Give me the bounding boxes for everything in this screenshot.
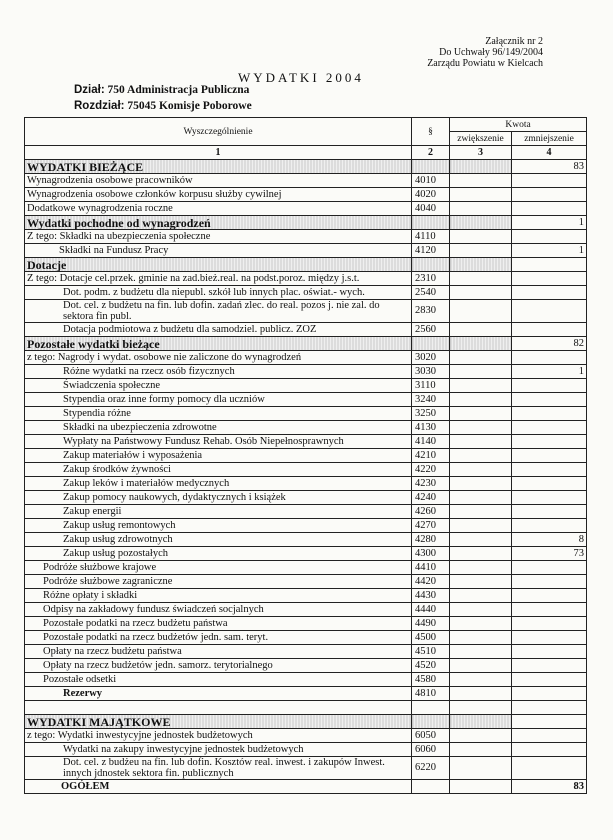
table-row: [25, 631, 587, 645]
row-description: Zakup materiałów i wyposażenia: [25, 449, 412, 463]
row-decrease: [512, 743, 587, 757]
row-decrease: [512, 659, 587, 673]
table-row: [25, 645, 587, 659]
header-row-numbers: [25, 146, 587, 160]
rozdzial-line: [74, 100, 252, 112]
row-description: Odpisy na zakładowy fundusz świadczeń socjalnych: [25, 603, 412, 617]
row-increase: [450, 519, 512, 533]
row-description: Różne opłaty i składki: [25, 589, 412, 603]
row-increase: [450, 687, 512, 701]
row-description: Podróże służbowe zagraniczne: [25, 575, 412, 589]
row-description: Wydatki na zakupy inwestycyjne jednostek budżetowych: [25, 743, 412, 757]
row-decrease: [512, 188, 587, 202]
row-decrease: 83: [512, 160, 587, 174]
table-row: [25, 519, 587, 533]
row-paragraph: 4300: [412, 547, 450, 561]
row-increase: [450, 379, 512, 393]
row-decrease: [512, 491, 587, 505]
row-increase: [450, 421, 512, 435]
row-decrease: [512, 435, 587, 449]
row-increase: [450, 645, 512, 659]
row-decrease: [512, 687, 587, 701]
row-description: Wynagrodzenia osobowe członków korpusu służby cywilnej: [25, 188, 412, 202]
row-increase: [450, 337, 512, 351]
row-increase: [450, 743, 512, 757]
row-description: Zakup środków żywności: [25, 463, 412, 477]
row-increase: [450, 300, 512, 323]
row-decrease: [512, 729, 587, 743]
annex-line-1: Załącznik nr 2: [485, 36, 543, 47]
row-paragraph: 6060: [412, 743, 450, 757]
row-decrease: [512, 715, 587, 729]
annex-line-2: Do Uchwały 96/149/2004: [439, 47, 543, 58]
row-paragraph: 4260: [412, 505, 450, 519]
row-paragraph: 4210: [412, 449, 450, 463]
row-paragraph: 4020: [412, 188, 450, 202]
row-decrease: [512, 505, 587, 519]
row-increase: [450, 216, 512, 230]
row-description: Rezerwy: [25, 687, 412, 701]
header-decrease: zmniejszenie: [512, 132, 587, 146]
row-description: WYDATKI MAJĄTKOWE: [25, 715, 412, 729]
row-description: Zakup usług remontowych: [25, 519, 412, 533]
row-decrease: [512, 421, 587, 435]
section-row: [25, 337, 587, 351]
row-description: z tego: Wydatki inwestycyjne jednostek budżetowych: [25, 729, 412, 743]
row-decrease: [512, 757, 587, 780]
row-decrease: [512, 645, 587, 659]
row-increase: [450, 393, 512, 407]
table-row: [25, 533, 587, 547]
header-number-4: 4: [512, 146, 587, 160]
row-decrease: 1: [512, 365, 587, 379]
row-paragraph: 4130: [412, 421, 450, 435]
table-row: [25, 561, 587, 575]
row-increase: [450, 575, 512, 589]
table-row: [25, 659, 587, 673]
row-paragraph: [412, 258, 450, 272]
table-row: [25, 463, 587, 477]
row-decrease: [512, 258, 587, 272]
row-paragraph: 4010: [412, 174, 450, 188]
row-increase: [450, 757, 512, 780]
row-paragraph: 4220: [412, 463, 450, 477]
row-description: Wypłaty na Państwowy Fundusz Rehab. Osób Niepełnosprawnych: [25, 435, 412, 449]
row-decrease: 83: [512, 780, 587, 794]
row-paragraph: 3250: [412, 407, 450, 421]
row-paragraph: 2830: [412, 300, 450, 323]
table-row: [25, 272, 587, 286]
row-paragraph: 4230: [412, 477, 450, 491]
table-row: [25, 575, 587, 589]
table-row: [25, 449, 587, 463]
table-row: [25, 393, 587, 407]
row-description: Dodatkowe wynagrodzenia roczne: [25, 202, 412, 216]
table-row: [25, 617, 587, 631]
table-row: [25, 673, 587, 687]
row-description: Zakup leków i materiałów medycznych: [25, 477, 412, 491]
row-increase: [450, 258, 512, 272]
row-description: Pozostałe wydatki bieżące: [25, 337, 412, 351]
row-increase: [450, 477, 512, 491]
row-decrease: [512, 272, 587, 286]
row-paragraph: 6220: [412, 757, 450, 780]
row-description: Podróże służbowe krajowe: [25, 561, 412, 575]
row-decrease: 82: [512, 337, 587, 351]
row-paragraph: [412, 160, 450, 174]
table-row: [25, 589, 587, 603]
row-paragraph: 3020: [412, 351, 450, 365]
row-increase: [450, 351, 512, 365]
row-decrease: [512, 519, 587, 533]
table-row: [25, 687, 587, 701]
row-paragraph: 3030: [412, 365, 450, 379]
row-paragraph: 3240: [412, 393, 450, 407]
dzial-line: [74, 84, 249, 96]
row-paragraph: [412, 216, 450, 230]
row-paragraph: 4110: [412, 230, 450, 244]
row-decrease: [512, 300, 587, 323]
row-decrease: [512, 463, 587, 477]
row-increase: [450, 589, 512, 603]
row-paragraph: 4440: [412, 603, 450, 617]
row-paragraph: 4040: [412, 202, 450, 216]
row-increase: [450, 617, 512, 631]
table-row: [25, 729, 587, 743]
row-increase: [450, 407, 512, 421]
table-row: [25, 505, 587, 519]
row-description: OGÓŁEM: [25, 780, 412, 794]
row-increase: [450, 230, 512, 244]
row-description: Pozostałe podatki na rzecz budżetu państwa: [25, 617, 412, 631]
row-increase: [450, 491, 512, 505]
table-row: [25, 286, 587, 300]
section-row: [25, 258, 587, 272]
row-description: [25, 701, 412, 715]
budget-table: [24, 117, 587, 794]
table-row: [25, 477, 587, 491]
row-paragraph: 4520: [412, 659, 450, 673]
row-paragraph: 2310: [412, 272, 450, 286]
header-paragraph: §: [412, 118, 450, 146]
row-description: Z tego: Składki na ubezpieczenia społeczne: [25, 230, 412, 244]
header-row-1: [25, 118, 587, 132]
table-row: [25, 202, 587, 216]
row-decrease: [512, 393, 587, 407]
header-number-2: 2: [412, 146, 450, 160]
spacer-row: [25, 701, 587, 715]
row-decrease: [512, 379, 587, 393]
row-decrease: [512, 202, 587, 216]
row-description: Dot. podm. z budżetu dla niepubl. szkół lub innych plac. oświat.- wych.: [25, 286, 412, 300]
row-paragraph: 2540: [412, 286, 450, 300]
row-paragraph: 4510: [412, 645, 450, 659]
budget-table-body: [25, 118, 587, 794]
row-increase: [450, 188, 512, 202]
row-increase: [450, 463, 512, 477]
row-description: Składki na Fundusz Pracy: [25, 244, 412, 258]
header-number-1: 1: [25, 146, 412, 160]
row-decrease: [512, 589, 587, 603]
table-row: [25, 365, 587, 379]
row-increase: [450, 533, 512, 547]
row-decrease: [512, 230, 587, 244]
row-decrease: [512, 701, 587, 715]
row-increase: [450, 286, 512, 300]
row-increase: [450, 715, 512, 729]
row-description: Dot. cel. z budżeu na fin. lub dofin. Kosztów real. inwest. i zakupów Inwest. innych jdnostek sektora fin. publicznych: [25, 757, 412, 780]
row-increase: [450, 603, 512, 617]
table-row: [25, 244, 587, 258]
header-amount: Kwota: [450, 118, 587, 132]
rozdzial-label: Rozdział:: [74, 100, 125, 112]
annex-line-3: Zarządu Powiatu w Kielcach: [427, 58, 543, 69]
row-decrease: [512, 603, 587, 617]
row-increase: [450, 780, 512, 794]
dzial-value: 750 Administracja Publiczna: [107, 84, 250, 96]
row-decrease: [512, 561, 587, 575]
table-row: [25, 351, 587, 365]
row-paragraph: 4580: [412, 673, 450, 687]
row-description: Opłaty na rzecz budżetów jedn. samorz. terytorialnego: [25, 659, 412, 673]
row-increase: [450, 160, 512, 174]
row-paragraph: [412, 337, 450, 351]
table-row: [25, 435, 587, 449]
rozdzial-value: 75045 Komisje Poborowe: [127, 100, 252, 112]
row-decrease: 1: [512, 244, 587, 258]
table-row: [25, 547, 587, 561]
row-paragraph: 4420: [412, 575, 450, 589]
row-description: Z tego: Dotacje cel.przek. gminie na zad.bież.real. na podst.poroz. między j.s.t.: [25, 272, 412, 286]
row-increase: [450, 272, 512, 286]
row-paragraph: [412, 715, 450, 729]
header-description: Wyszczególnienie: [25, 118, 412, 146]
row-paragraph: 2560: [412, 323, 450, 337]
row-decrease: 1: [512, 216, 587, 230]
row-paragraph: 4120: [412, 244, 450, 258]
row-description: Pozostałe podatki na rzecz budżetów jedn. sam. teryt.: [25, 631, 412, 645]
row-description: Dotacje: [25, 258, 412, 272]
row-paragraph: 4410: [412, 561, 450, 575]
row-description: Wydatki pochodne od wynagrodzeń: [25, 216, 412, 230]
row-paragraph: 4240: [412, 491, 450, 505]
row-increase: [450, 365, 512, 379]
row-increase: [450, 505, 512, 519]
row-description: WYDATKI BIEŻĄCE: [25, 160, 412, 174]
row-description: Świadczenia społeczne: [25, 379, 412, 393]
row-decrease: [512, 286, 587, 300]
row-increase: [450, 659, 512, 673]
row-increase: [450, 547, 512, 561]
row-paragraph: 4280: [412, 533, 450, 547]
row-paragraph: [412, 780, 450, 794]
total-row: [25, 780, 587, 794]
row-decrease: [512, 575, 587, 589]
row-paragraph: 4140: [412, 435, 450, 449]
row-decrease: [512, 449, 587, 463]
row-decrease: [512, 174, 587, 188]
row-description: Pozostałe odsetki: [25, 673, 412, 687]
row-description: Składki na ubezpieczenia zdrowotne: [25, 421, 412, 435]
row-paragraph: 4810: [412, 687, 450, 701]
table-row: [25, 757, 587, 780]
row-paragraph: 3110: [412, 379, 450, 393]
table-row: [25, 300, 587, 323]
row-decrease: [512, 323, 587, 337]
table-row: [25, 743, 587, 757]
annex-note: [427, 36, 543, 69]
row-increase: [450, 729, 512, 743]
row-paragraph: 4430: [412, 589, 450, 603]
document-title: WYDATKI 2004: [238, 70, 364, 85]
row-description: Stypendia oraz inne formy pomocy dla uczniów: [25, 393, 412, 407]
row-increase: [450, 631, 512, 645]
table-row: [25, 421, 587, 435]
row-increase: [450, 244, 512, 258]
row-description: Zakup pomocy naukowych, dydaktycznych i książek: [25, 491, 412, 505]
row-description: Wynagrodzenia osobowe pracowników: [25, 174, 412, 188]
table-row: [25, 379, 587, 393]
row-description: Opłaty na rzecz budżetu państwa: [25, 645, 412, 659]
row-decrease: [512, 631, 587, 645]
section-row: [25, 715, 587, 729]
row-description: Zakup usług pozostałych: [25, 547, 412, 561]
row-description: z tego: Nagrody i wydat. osobowe nie zaliczone do wynagrodzeń: [25, 351, 412, 365]
row-description: Różne wydatki na rzecz osób fizycznych: [25, 365, 412, 379]
table-row: [25, 230, 587, 244]
row-decrease: [512, 617, 587, 631]
row-decrease: 73: [512, 547, 587, 561]
row-increase: [450, 701, 512, 715]
row-increase: [450, 174, 512, 188]
row-description: Dot. cel. z budżetu na fin. lub dofin. zadań zlec. do real. pozos j. nie zal. do sektora fin publ.: [25, 300, 412, 323]
row-paragraph: 4490: [412, 617, 450, 631]
row-increase: [450, 561, 512, 575]
row-decrease: [512, 673, 587, 687]
row-description: Stypendia różne: [25, 407, 412, 421]
header-number-3: 3: [450, 146, 512, 160]
row-increase: [450, 673, 512, 687]
row-paragraph: [412, 701, 450, 715]
row-increase: [450, 449, 512, 463]
row-increase: [450, 435, 512, 449]
section-row: [25, 160, 587, 174]
row-description: Zakup usług zdrowotnych: [25, 533, 412, 547]
row-decrease: [512, 407, 587, 421]
table-row: [25, 407, 587, 421]
table-row: [25, 174, 587, 188]
row-decrease: [512, 477, 587, 491]
row-paragraph: 4500: [412, 631, 450, 645]
row-decrease: 8: [512, 533, 587, 547]
table-row: [25, 491, 587, 505]
row-decrease: [512, 351, 587, 365]
dzial-label: Dział:: [74, 84, 105, 96]
row-paragraph: 6050: [412, 729, 450, 743]
section-row: [25, 216, 587, 230]
table-row: [25, 323, 587, 337]
row-description: Zakup energii: [25, 505, 412, 519]
row-description: Dotacja podmiotowa z budżetu dla samodziel. publicz. ZOZ: [25, 323, 412, 337]
row-increase: [450, 202, 512, 216]
table-row: [25, 188, 587, 202]
header-increase: zwiększenie: [450, 132, 512, 146]
row-increase: [450, 323, 512, 337]
table-row: [25, 603, 587, 617]
row-paragraph: 4270: [412, 519, 450, 533]
